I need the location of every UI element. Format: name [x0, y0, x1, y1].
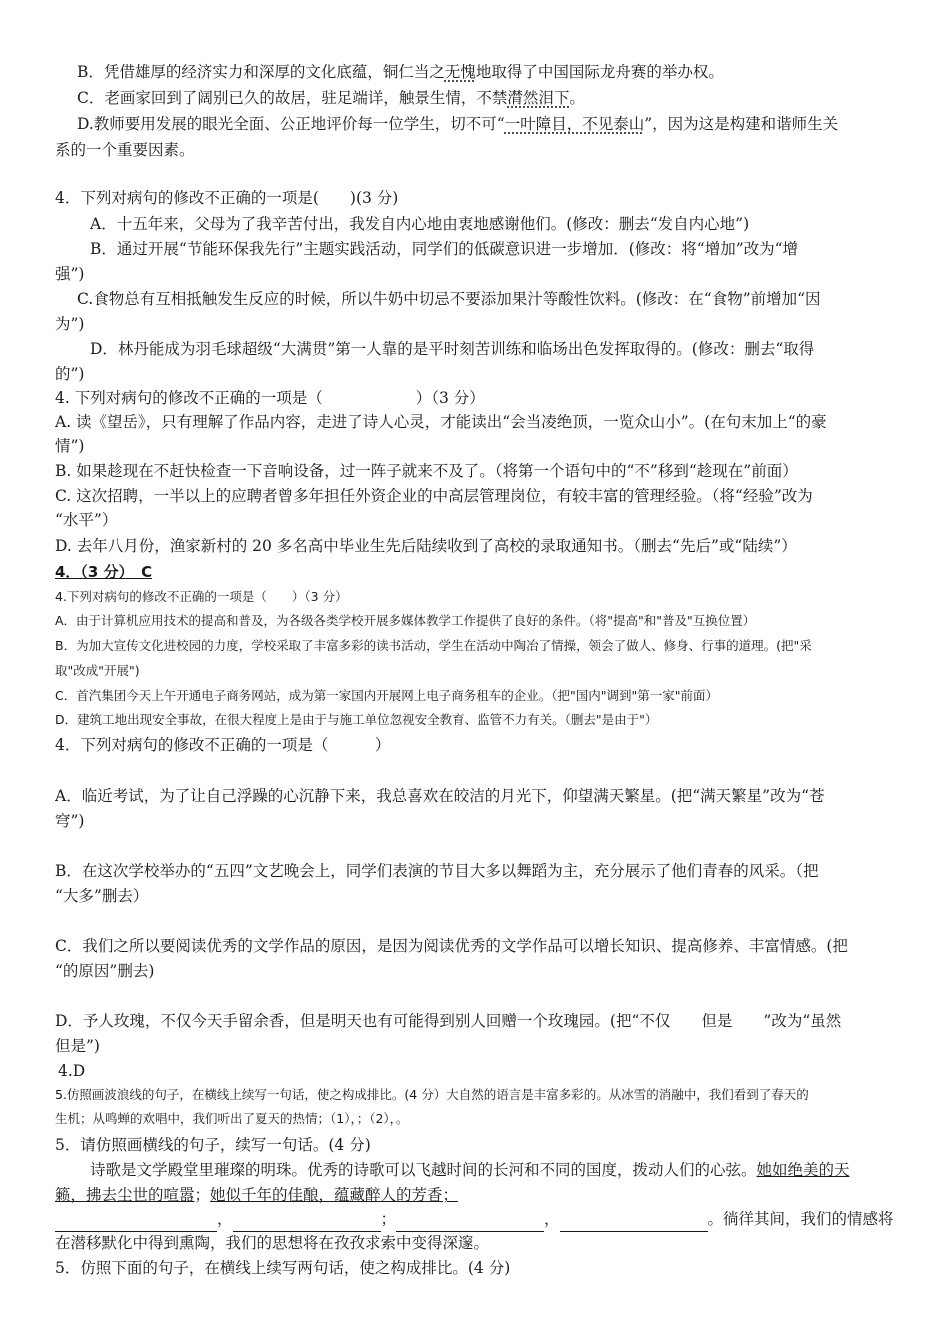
dotted-text: 一叶障目，不见泰山: [504, 115, 645, 133]
text-line: 强”): [55, 265, 85, 283]
option-c: C．首汽集团今天上午开通电子商务网站，成为第一家国内开展网上电子商务租车的企业。（把"国内"调到"第一家"前面）: [55, 688, 718, 703]
option-c: C. 这次招聘，一半以上的应聘者曾多年担任外资企业的中高层管理岗位，有较丰富的管理经验。（将“经验”改为: [55, 487, 813, 505]
text-span: ；: [380, 1210, 397, 1228]
option-d: D．予人玫瑰，不仅今天手留余香，但是明天也有可能得到别人回赠一个玫瑰园。(把“不仅 但是 ”改为“虽然: [55, 1012, 842, 1030]
underlined-text: 籁，拂去尘世的喧嚣: [55, 1186, 195, 1204]
option-a: A. 读《望岳》，只有理解了作品内容，走进了诗人心灵，才能读出“会当凌绝顶，一览众山小”。(在句末加上“的豪: [55, 413, 827, 431]
option-c-line: [77, 86, 898, 111]
option-b-line: [77, 60, 898, 85]
answer-blanks-line: [55, 1207, 898, 1232]
option-b: B．为加大宣传文化进校园的力度，学校采取了丰富多彩的读书活动，学生在活动中陶冶了情操，领会了做人、修身、行事的道理。(把"采: [55, 638, 812, 653]
passage-line: [90, 1158, 898, 1183]
text-span: 。徜徉其间，我们的情感将: [707, 1210, 894, 1228]
answer-blank[interactable]: [560, 1215, 708, 1232]
option-a: A．十五年来，父母为了我辛苦付出，我发自内心地由衷地感谢他们。(修改：删去“发自内心地”): [90, 215, 750, 233]
text-span: 诗歌是文学殿堂里璀璨的明珠。优秀的诗歌可以飞越时间的长河和不同的国度，拨动人们的心弦。: [90, 1161, 757, 1179]
option-b: B．通过开展“节能环保我先行”主题实践活动，同学们的低碳意识进一步增加．(修改：将“增加”改为“增: [90, 240, 799, 258]
option-b: B．在这次学校举办的“五四”文艺晚会上，同学们表演的节目大多以舞蹈为主，充分展示了他们青春的风采。（把: [55, 862, 819, 880]
text-line: 穹”): [55, 812, 85, 830]
text-line: 的”): [55, 365, 85, 383]
option-d: D. 去年八月份，渔家新村的 20 多名高中毕业生先后陆续收到了高校的录取通知书。（删去“先后”或“陆续”）: [55, 537, 797, 555]
answer-line: [55, 560, 898, 585]
text-line: “大多”删去）: [55, 887, 149, 905]
option-c: C．我们之所以要阅读优秀的文学作品的原因，是因为阅读优秀的文学作品可以增长知识、提高修养、丰富情感。(把: [55, 937, 848, 955]
text-span: C．老画家回到了阔别已久的故居，驻足端详，触景生情，不禁: [77, 89, 508, 107]
answer-line: 4.D: [58, 1062, 86, 1080]
text-span: ，: [217, 1210, 233, 1228]
text-span: ；: [194, 1186, 211, 1204]
answer-blank[interactable]: [55, 1215, 217, 1232]
text-line: 在潜移默化中得到熏陶，我们的思想将在孜孜求索中变得深邃。: [55, 1234, 490, 1252]
option-d: D．建筑工地出现安全事故，在很大程度上是由于与施工单位忽视安全教育、监管不力有关。（删去"是由于"）: [55, 712, 658, 727]
question-heading: 4. 下列对病句的修改不正确的一项是（ ）（3 分）: [55, 389, 485, 407]
text-span: 地取得了中国国际龙舟赛的举办权。: [475, 63, 724, 81]
answer-blank[interactable]: [233, 1215, 381, 1232]
question-heading: 5．请仿照画横线的句子，续写一句话。(4 分): [55, 1136, 371, 1154]
text-span: ”，因为这是构建和谐师生关: [644, 115, 839, 133]
question-heading: 4．下列对病句的修改不正确的一项是（ ）: [55, 736, 391, 754]
underlined-text: 她如绝美的天: [756, 1161, 850, 1179]
passage-line: [55, 1183, 898, 1208]
text-span: 。: [569, 89, 585, 107]
option-a: A．临近考试，为了让自己浮躁的心沉静下来，我总喜欢在皎洁的月光下，仰望满天繁星。(把“满天繁星”改为“苍: [55, 787, 825, 805]
text-span: B．凭借雄厚的经济实力和深厚的文化底蕴，铜仁当之: [77, 63, 445, 81]
text-line: “的原因”删去): [55, 962, 155, 980]
text-span: D.教师要用发展的眼光全面、公正地评价每一位学生，切不可“: [77, 115, 505, 133]
option-c: C.食物总有互相抵触发生反应的时候，所以牛奶中切忌不要添加果汁等酸性饮料。(修改：在“食物”前增加“因: [77, 290, 821, 308]
option-d: D．林丹能成为羽毛球超级“大满贯”第一人靠的是平时刻苦训练和临场出色发挥取得的。(修改：删去“取得: [90, 340, 815, 358]
text-line: 为”): [55, 315, 85, 333]
question-heading: 4.下列对病句的修改不正确的一项是（ ）（3 分）: [55, 589, 348, 604]
text-line: “水平”）: [55, 511, 118, 529]
underlined-text: 她似千年的佳酿，蕴藏醉人的芳香；: [210, 1186, 459, 1204]
dotted-text: 无愧: [444, 63, 476, 81]
text-line: 生机；从鸣蝉的欢唱中，我们听出了夏天的热情；（1），；（2），。: [55, 1111, 409, 1126]
answer-text: 4．（3 分） C: [55, 563, 153, 581]
text-line: 系的一个重要因素。: [55, 141, 195, 159]
question-heading: 5.仿照画波浪线的句子，在横线上续写一句话，使之构成排比。(4 分）大自然的语言是丰富多彩的。从冰雪的消融中，我们看到了春天的: [55, 1087, 809, 1102]
dotted-text: 潸然泪下: [507, 89, 570, 107]
text-span: ，: [544, 1210, 560, 1228]
question-heading: 5．仿照下面的句子，在横线上续写两句话，使之构成排比。(4 分): [55, 1259, 511, 1277]
option-b: B. 如果趁现在不赶快检查一下音响设备，过一阵子就来不及了。（将第一个语句中的“不”移到“趁现在”前面）: [55, 462, 798, 480]
text-line: 取"改成"开展"): [55, 663, 140, 678]
option-a: A．由于计算机应用技术的提高和普及，为各级各类学校开展多媒体教学工作提供了良好的条件。（将"提高"和"普及"互换位置）: [55, 613, 756, 628]
text-line: 情”): [55, 437, 85, 455]
answer-blank[interactable]: [396, 1215, 544, 1232]
option-d-line: [77, 112, 898, 137]
question-heading: 4．下列对病句的修改不正确的一项是( )(3 分): [55, 189, 399, 207]
text-line: 但是”): [55, 1037, 100, 1055]
